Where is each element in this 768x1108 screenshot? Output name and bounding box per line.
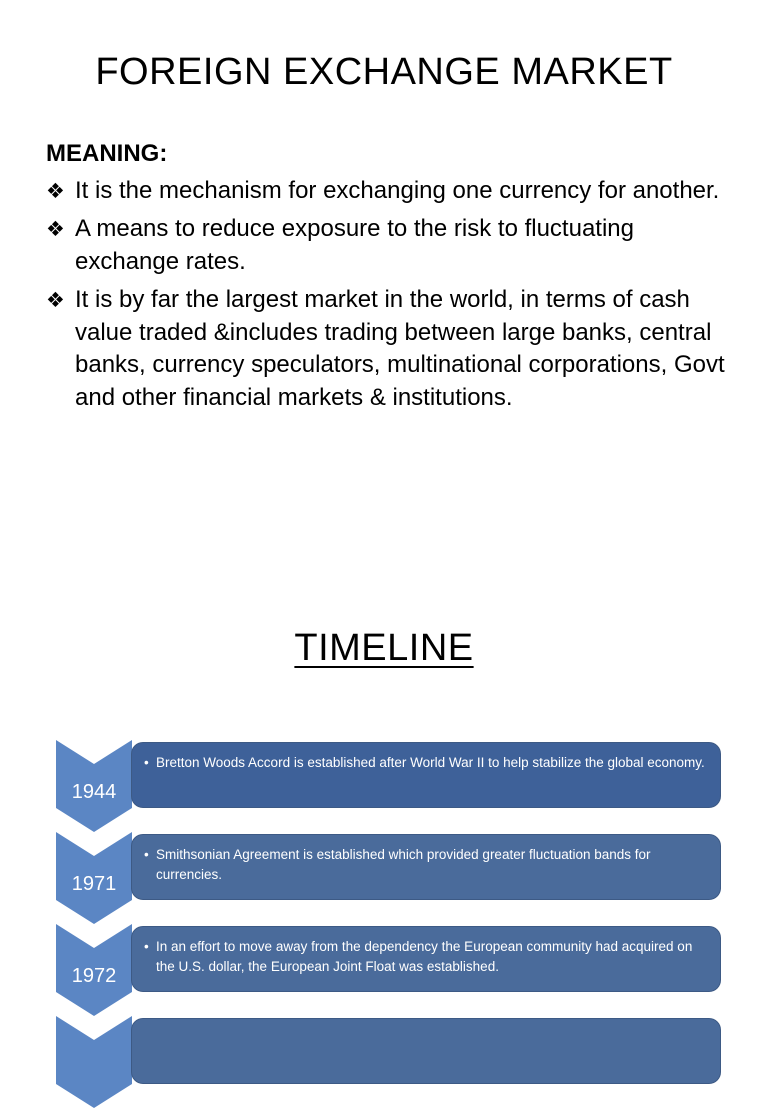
timeline-row-partial xyxy=(56,1016,724,1108)
timeline-year: 1972 xyxy=(71,965,117,987)
timeline-year: 1944 xyxy=(71,781,117,803)
timeline-row xyxy=(56,740,724,832)
timeline-chevron xyxy=(56,1016,132,1108)
bullet-icon: • xyxy=(144,755,149,770)
bullet-text: It is the mechanism for exchanging one currency for another. xyxy=(75,176,720,204)
slide-timeline xyxy=(0,576,768,1024)
slide-title xyxy=(0,626,768,670)
bullet-item xyxy=(46,284,736,414)
timeline-event-text: In an effort to move away from the dependency the European community had acquired on the U.S. dollar, the European Joint Float was established. xyxy=(156,939,693,974)
bullet-item xyxy=(46,175,736,208)
bullet-icon: • xyxy=(144,847,149,862)
timeline-heading: TIMELINE xyxy=(294,627,474,669)
timeline-row xyxy=(56,832,724,924)
bullet-text: It is by far the largest market in the world, in terms of cash value traded &includes trading between large banks, central banks, currency speculators, multinational corporations, Govt and other financial markets & institutions. xyxy=(75,286,725,411)
timeline-event-box xyxy=(131,926,721,992)
diamond-bullet-icon: ❖ xyxy=(46,288,65,312)
meaning-heading: MEANING: xyxy=(46,140,168,167)
timeline-year: 1971 xyxy=(71,873,117,895)
slide-title: FOREIGN EXCHANGE MARKET xyxy=(95,51,673,93)
bullet-list xyxy=(46,175,736,415)
diamond-bullet-icon: ❖ xyxy=(46,217,65,241)
timeline-event-box xyxy=(131,742,721,808)
slide-content xyxy=(46,138,736,420)
bullet-item xyxy=(46,213,736,278)
timeline-event-text: Bretton Woods Accord is established after World War II to help stabilize the global economy. xyxy=(156,755,705,770)
timeline-row xyxy=(56,924,724,1016)
timeline-event-box xyxy=(131,1018,721,1084)
diamond-bullet-icon: ❖ xyxy=(46,178,65,203)
timeline-event-text: Smithsonian Agreement is established which provided greater fluctuation bands for currencies. xyxy=(156,847,651,882)
bullet-text: A means to reduce exposure to the risk to fluctuating exchange rates. xyxy=(75,215,634,275)
timeline-event-box xyxy=(131,834,721,900)
bullet-icon: • xyxy=(144,939,149,954)
